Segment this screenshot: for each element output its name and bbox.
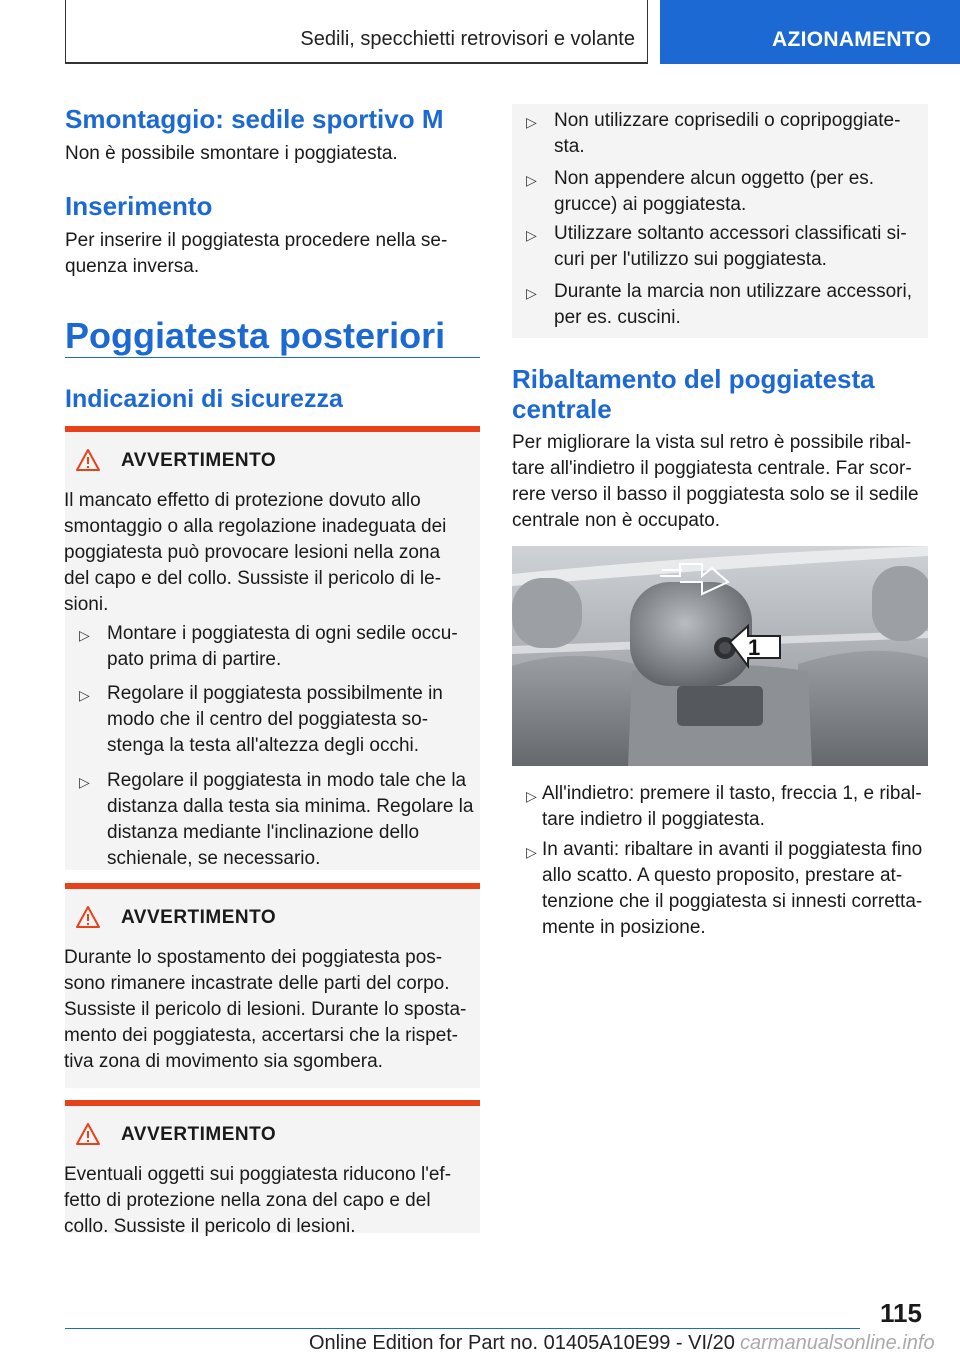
text-line: tare all'indietro il poggiatesta centrale. Far scor‐ bbox=[512, 458, 912, 479]
bullet-line: stenga la testa all'altezza degli occhi. bbox=[107, 735, 420, 756]
smontaggio-text: Non è possibile smontare i poggiatesta. bbox=[65, 143, 398, 164]
bullet-line: modo che il centro del poggiatesta so‐ bbox=[107, 709, 429, 730]
warning-line: mento dei poggiatesta, accertarsi che la rispet‐ bbox=[64, 1025, 458, 1046]
heading-line: centrale bbox=[512, 394, 612, 424]
step-2 bbox=[542, 837, 922, 941]
safety-heading: Indicazioni di sicurezza bbox=[65, 385, 343, 413]
warning-line: sioni. bbox=[64, 594, 109, 615]
bullet-triangle-icon: ▷ bbox=[526, 172, 537, 188]
bullet-line: distanza dalla testa sia minima. Regolare la bbox=[107, 796, 474, 817]
step-line: tare indietro il poggiatesta. bbox=[542, 809, 765, 830]
text-line: rere verso il basso il poggiatesta solo se il sedile bbox=[512, 484, 919, 505]
bullet-line: Regolare il poggiatesta possibilmente in bbox=[107, 683, 443, 704]
bullet-line: Utilizzare soltanto accessori classificati si‐ bbox=[554, 223, 907, 244]
bullet-triangle-icon: ▷ bbox=[79, 687, 90, 703]
warning-line: del capo e del collo. Sussiste il pericolo di le‐ bbox=[64, 568, 442, 589]
warning-line: tiva zona di movimento sia sgombera. bbox=[64, 1051, 383, 1072]
bullet-line: sta. bbox=[554, 136, 585, 157]
header-section-box bbox=[65, 0, 648, 64]
bullet-line: schienale, se necessario. bbox=[107, 848, 321, 869]
warning-text bbox=[64, 488, 474, 618]
warning-bullet-3 bbox=[107, 768, 473, 872]
bullet-triangle-icon: ▷ bbox=[526, 285, 537, 301]
bullet-triangle-icon: ▷ bbox=[79, 774, 90, 790]
page-number: 115 bbox=[880, 1298, 922, 1328]
warning-box-3 bbox=[64, 1100, 480, 1237]
step-1 bbox=[542, 781, 922, 833]
bullet-triangle-icon: ▷ bbox=[526, 114, 537, 130]
warning-title: AVVERTIMENTO bbox=[121, 907, 277, 928]
footer-edition: Online Edition for Part no. 01405A10E99 - VI/20 bbox=[309, 1332, 735, 1354]
warning-line: fetto di protezione nella zona del capo e del bbox=[64, 1190, 431, 1211]
smontaggio-heading: Smontaggio: sedile sportivo M bbox=[65, 104, 444, 134]
warning-triangle-icon bbox=[75, 448, 101, 472]
bullet-triangle-icon: ▷ bbox=[526, 844, 537, 860]
warning-line: Sussiste il pericolo di lesioni. Durante lo sposta‐ bbox=[64, 999, 467, 1020]
warning-text bbox=[64, 945, 474, 1075]
info-bullet-3 bbox=[554, 221, 907, 273]
warning-line: poggiatesta può provocare lesioni nella zona bbox=[64, 542, 441, 563]
warning-line: Durante lo spostamento dei poggiatesta pos‐ bbox=[64, 947, 443, 968]
bullet-line: pato prima di partire. bbox=[107, 649, 282, 670]
inserimento-heading: Inserimento bbox=[65, 191, 213, 221]
header-chapter-title: AZIONAMENTO bbox=[772, 28, 932, 51]
photo-callout-number: 1 bbox=[748, 635, 761, 660]
step-line: mente in posizione. bbox=[542, 917, 706, 938]
heading-line: Ribaltamento del poggiatesta bbox=[512, 364, 875, 394]
footer-watermark: carmanualsonline.info bbox=[740, 1332, 935, 1354]
warning-box-1 bbox=[65, 426, 480, 870]
bullet-line: distanza mediante l'inclinazione dello bbox=[107, 822, 420, 843]
bullet-triangle-icon: ▷ bbox=[79, 627, 90, 643]
headrest-photo bbox=[512, 546, 928, 766]
warning-title: AVVERTIMENTO bbox=[121, 1124, 277, 1145]
warning-title: AVVERTIMENTO bbox=[121, 450, 277, 471]
bullet-line: Non appendere alcun oggetto (per es. bbox=[554, 168, 875, 189]
inserimento-text-line1: Per inserire il poggiatesta procedere nella se‐ bbox=[65, 230, 448, 251]
bullet-line: Non utilizzare coprisedili o copripoggiate‐ bbox=[554, 110, 901, 131]
warning-triangle-icon bbox=[75, 1122, 101, 1146]
bullet-line: per es. cuscini. bbox=[554, 307, 681, 328]
ribaltamento-text bbox=[512, 430, 919, 534]
ribaltamento-heading bbox=[512, 364, 875, 424]
info-bullets-box bbox=[512, 104, 928, 338]
header-section-title: Sedili, specchietti retrovisori e volante bbox=[300, 28, 635, 50]
warning-line: smontaggio o alla regolazione inadeguata dei bbox=[64, 516, 447, 537]
bullet-line: Regolare il poggiatesta in modo tale che la bbox=[107, 770, 467, 791]
warning-bullet-2 bbox=[107, 681, 443, 759]
info-bullet-1 bbox=[554, 108, 900, 160]
warning-line: sono rimanere incastrate delle parti del corpo. bbox=[64, 973, 450, 994]
bullet-line: curi per l'utilizzo sui poggiatesta. bbox=[554, 249, 827, 270]
warning-box-2 bbox=[65, 883, 480, 1088]
bullet-line: Montare i poggiatesta di ogni sedile occu‐ bbox=[107, 623, 458, 644]
section-rule bbox=[65, 357, 480, 358]
inserimento-text-line2: quenza inversa. bbox=[65, 256, 200, 277]
warning-triangle-icon bbox=[75, 905, 101, 929]
footer-rule bbox=[65, 1328, 860, 1329]
text-line: Per migliorare la vista sul retro è possibile ribal‐ bbox=[512, 432, 912, 453]
step-line: allo scatto. A questo proposito, prestare at‐ bbox=[542, 865, 903, 886]
warning-line: Eventuali oggetti sui poggiatesta riducono l'ef‐ bbox=[64, 1164, 452, 1185]
step-line: tenzione che il poggiatesta si innesti corretta‐ bbox=[542, 891, 923, 912]
step-line: All'indietro: premere il tasto, freccia 1, e ribal‐ bbox=[542, 783, 922, 804]
header-chapter-tab bbox=[660, 0, 960, 64]
step-line: In avanti: ribaltare in avanti il poggiatesta fino bbox=[542, 839, 923, 860]
info-bullet-2 bbox=[554, 166, 874, 218]
warning-text bbox=[64, 1162, 474, 1240]
info-bullet-4 bbox=[554, 279, 912, 331]
bullet-line: grucce) ai poggiatesta. bbox=[554, 194, 747, 215]
warning-line: Il mancato effetto di protezione dovuto allo bbox=[64, 490, 421, 511]
warning-line: collo. Sussiste il pericolo di lesioni. bbox=[64, 1216, 356, 1237]
text-line: centrale non è occupato. bbox=[512, 510, 721, 531]
warning-bullet-1 bbox=[107, 621, 458, 673]
main-section-title: Poggiatesta posteriori bbox=[65, 315, 446, 356]
bullet-line: Durante la marcia non utilizzare accessori, bbox=[554, 281, 912, 302]
bullet-triangle-icon: ▷ bbox=[526, 788, 537, 804]
bullet-triangle-icon: ▷ bbox=[526, 227, 537, 243]
